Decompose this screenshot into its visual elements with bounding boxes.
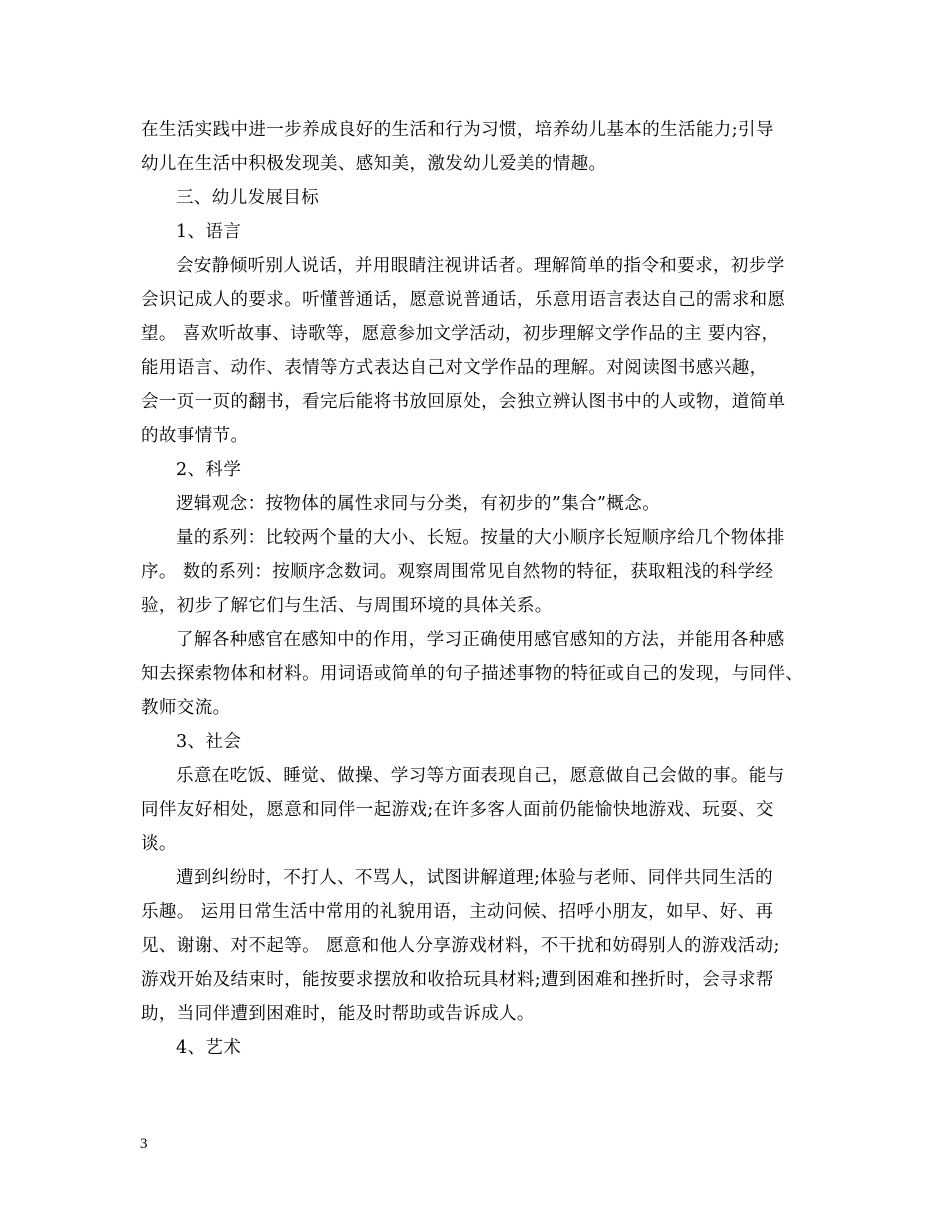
text-line: 能用语言、动作、表情等方式表达自己对文学作品的理解。对阅读图书感兴趣， (141, 358, 768, 378)
paragraph (141, 759, 821, 861)
text-line: 同伴友好相处，愿意和同伴一起游戏;在许多客人面前仍能愉快地游戏、玩耍、交 (141, 800, 774, 820)
paragraph (141, 623, 821, 725)
section-heading (141, 725, 821, 759)
section-heading (141, 181, 821, 215)
text-line: 助，当同伴遭到困难时，能及时帮助或告诉成人。 (141, 1004, 535, 1024)
text-line: 的故事情节。 (141, 426, 249, 446)
text-line: 会安静倾听别人说话，并用眼睛注视讲话者。理解简单的指令和要求，初步学 (176, 256, 785, 276)
page-number: 3 (140, 1136, 148, 1152)
text-line: 3、社会 (176, 732, 242, 752)
text-line: 谈。 (141, 834, 177, 854)
text-line: 了解各种感官在感知中的作用，学习正确使用感官感知的方法，并能用各种感 (176, 630, 785, 650)
text-line: 序。 数的系列：按顺序念数词。观察周围常见自然物的特征，获取粗浅的科学经 (141, 562, 774, 582)
text-line: 会一页一页的翻书，看完后能将书放回原处，会独立辨认图书中的人或物，道简单 (141, 392, 786, 412)
text-line: 1、语言 (176, 222, 242, 242)
text-line: 在生活实践中进一步养成良好的生活和行为习惯，培养幼儿基本的生活能力;引导 (141, 120, 774, 140)
section-heading (141, 453, 821, 487)
section-heading (141, 215, 821, 249)
paragraph (141, 113, 821, 181)
paragraph (141, 861, 821, 1031)
text-line: 遭到纠纷时，不打人、不骂人，试图讲解道理;体验与老师、同伴共同生活的 (176, 868, 773, 888)
text-line: 会识记成人的要求。听懂普通话，愿意说普通话，乐意用语言表达自己的需求和愿 (141, 290, 786, 310)
text-line: 乐趣。 运用日常生活中常用的礼貌用语，主动问候、招呼小朋友，如早、好、再 (141, 902, 774, 922)
text-line: 望。 喜欢听故事、诗歌等，愿意参加文学活动，初步理解文学作品的主 要内容， (141, 324, 780, 344)
text-line: 逻辑观念：按物体的属性求同与分类，有初步的”集合”概念。 (176, 494, 661, 514)
text-line: 三、幼儿发展目标 (176, 188, 320, 208)
document-body (141, 113, 821, 1065)
text-line: 游戏开始及结束时，能按要求摆放和收拾玩具材料;遭到困难和挫折时，会寻求帮 (141, 970, 774, 990)
text-line: 知去探索物体和材料。用词语或简单的句子描述事物的特征或自己的发现，与同伴、 (141, 664, 804, 684)
text-line: 2、科学 (176, 460, 242, 480)
paragraph (141, 249, 821, 453)
text-line: 验，初步了解它们与生活、与周围环境的具体关系。 (141, 596, 553, 616)
text-line: 教师交流。 (141, 698, 231, 718)
text-line: 幼儿在生活中积极发现美、感知美，激发幼儿爱美的情趣。 (141, 154, 607, 174)
text-line: 见、谢谢、对不起等。 愿意和他人分享游戏材料，不干扰和妨碍别人的游戏活动; (141, 936, 780, 956)
text-line: 乐意在吃饭、睡觉、做操、学习等方面表现自己，愿意做自己会做的事。能与 (176, 766, 785, 786)
paragraph (141, 487, 821, 521)
text-line: 4、艺术 (176, 1038, 242, 1058)
section-heading (141, 1031, 821, 1065)
text-line: 量的系列：比较两个量的大小、长短。按量的大小顺序长短顺序给几个物体排 (176, 528, 785, 548)
paragraph (141, 521, 821, 623)
